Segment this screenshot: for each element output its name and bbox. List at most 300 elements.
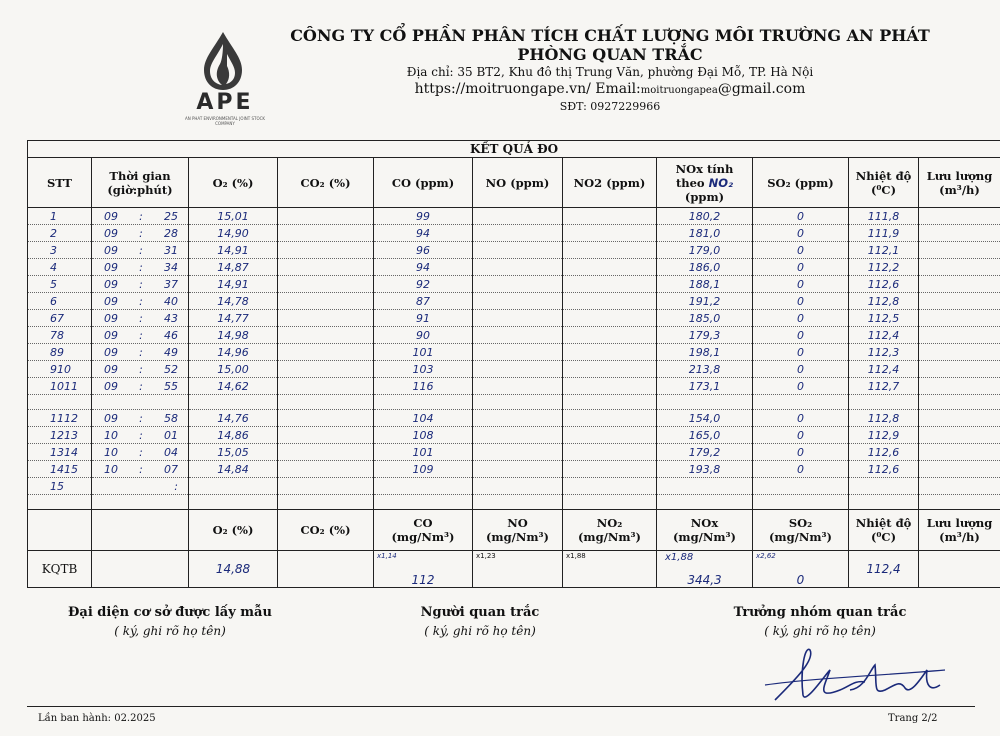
row-minute: 37 [164, 277, 178, 291]
row-co: 92 [374, 276, 473, 293]
row-co2 [278, 495, 374, 510]
table-row [28, 310, 1000, 327]
sum-col-flow-line2: (m³/h) [939, 530, 980, 544]
sampler-title: Đại diện cơ sở được lấy mẫu [68, 605, 272, 620]
table-row [28, 259, 1000, 276]
row-so2: 0 [753, 461, 849, 478]
row-temp: 112,3 [849, 344, 919, 361]
sum-col-so2 [753, 510, 849, 551]
row-o2: 15,01 [189, 208, 278, 225]
sum-col-nox-line2: (mg/Nm³) [672, 530, 736, 544]
row-stt [28, 395, 92, 410]
row-minute: 25 [164, 209, 178, 223]
row-nox: 191,2 [657, 293, 753, 310]
row-o2: 14,91 [189, 242, 278, 259]
col-stt: STT [28, 158, 92, 208]
row-o2: 14,96 [189, 344, 278, 361]
table-title: KẾT QUẢ ĐO [28, 141, 1000, 158]
row-nox: 179,2 [657, 444, 753, 461]
row-hour: 09 [104, 411, 118, 425]
col-temp-line2: (⁰C) [870, 182, 897, 197]
row-temp: 111,9 [849, 225, 919, 242]
row-hour: 09 [104, 277, 118, 291]
row-o2: 14,78 [189, 293, 278, 310]
table-row [28, 293, 1000, 310]
company-logo [182, 30, 268, 125]
table-row [28, 378, 1000, 395]
handwritten-signature [755, 640, 955, 715]
col-flow-line1: Lưu lượng [926, 168, 993, 183]
row-nox: 188,1 [657, 276, 753, 293]
row-co2 [278, 444, 374, 461]
row-so2: 0 [753, 344, 849, 361]
row-temp: 112,2 [849, 259, 919, 276]
row-no [473, 310, 563, 327]
row-no2 [563, 293, 657, 310]
row-nox [657, 478, 753, 495]
row-time [92, 478, 189, 495]
row-nox: 165,0 [657, 427, 753, 444]
row-co2 [278, 242, 374, 259]
row-flow [919, 410, 1000, 427]
row-nox: 180,2 [657, 208, 753, 225]
row-flow [919, 395, 1000, 410]
row-minute: 46 [164, 328, 178, 342]
row-no [473, 259, 563, 276]
row-flow [919, 378, 1000, 395]
row-co2 [278, 378, 374, 395]
col-nox-line1: NOx tính [675, 161, 734, 176]
row-temp: 112,9 [849, 427, 919, 444]
row-time-sep: : [139, 243, 143, 257]
row-no2 [563, 276, 657, 293]
table-row [28, 410, 1000, 427]
summary-so2-cell [753, 551, 849, 588]
row-no [473, 293, 563, 310]
col-no: NO (ppm) [473, 158, 563, 208]
row-so2: 0 [753, 410, 849, 427]
row-no2 [563, 225, 657, 242]
row-minute: 34 [164, 260, 178, 274]
row-flow [919, 310, 1000, 327]
row-time [92, 310, 189, 327]
row-minute: 28 [164, 226, 178, 240]
sum-col-blank [28, 510, 92, 551]
row-hour: 10 [104, 462, 118, 476]
row-temp: 112,5 [849, 310, 919, 327]
sum-col-no [473, 510, 563, 551]
row-no2 [563, 361, 657, 378]
row-minute: 43 [164, 311, 178, 325]
row-time [92, 208, 189, 225]
row-no2 [563, 461, 657, 478]
row-flow [919, 293, 1000, 310]
row-nox [657, 395, 753, 410]
row-so2: 0 [753, 208, 849, 225]
row-so2: 0 [753, 276, 849, 293]
summary-co: 112 [411, 573, 435, 587]
row-co: 94 [374, 225, 473, 242]
col-co: CO (ppm) [374, 158, 473, 208]
row-temp: 112,6 [849, 444, 919, 461]
row-minute: 31 [164, 243, 178, 257]
row-time-sep: : [139, 209, 143, 223]
row-co: 101 [374, 444, 473, 461]
table-row [28, 361, 1000, 378]
row-stt: 1213 [28, 427, 92, 444]
row-time-sep: : [139, 411, 143, 425]
row-no2 [563, 259, 657, 276]
row-time-sep: : [139, 362, 143, 376]
row-hour: 09 [104, 362, 118, 376]
row-nox: 179,3 [657, 327, 753, 344]
sampler-signature-block [40, 605, 300, 638]
row-temp [849, 495, 919, 510]
company-name: CÔNG TY CỔ PHẦN PHÂN TÍCH CHẤT LƯỢNG MÔI TRƯỜNG AN PHÁT [290, 26, 930, 45]
row-flow [919, 461, 1000, 478]
row-o2: 14,98 [189, 327, 278, 344]
row-co2 [278, 208, 374, 225]
table-row [28, 242, 1000, 259]
row-co2 [278, 361, 374, 378]
row-stt: 1011 [28, 378, 92, 395]
row-stt: 1314 [28, 444, 92, 461]
table-row [28, 208, 1000, 225]
sum-col-co [374, 510, 473, 551]
row-time [92, 242, 189, 259]
row-nox [657, 495, 753, 510]
row-so2 [753, 495, 849, 510]
row-o2: 14,84 [189, 461, 278, 478]
col-so2: SO₂ (ppm) [753, 158, 849, 208]
summary-co2 [278, 551, 374, 588]
row-time-sep: : [139, 345, 143, 359]
row-co: 103 [374, 361, 473, 378]
observer-title: Người quan trắc [420, 605, 540, 620]
summary-no-factor: x1,23 [476, 552, 496, 560]
row-no2 [563, 444, 657, 461]
summary-temp: 112,4 [849, 551, 919, 588]
row-nox: 181,0 [657, 225, 753, 242]
row-so2: 0 [753, 427, 849, 444]
row-time-sep: : [139, 294, 143, 308]
row-time [92, 444, 189, 461]
summary-nox: 344,3 [687, 573, 722, 587]
row-stt: 1 [28, 208, 92, 225]
summary-no2-factor: x1,88 [566, 552, 586, 560]
table-row [28, 461, 1000, 478]
col-flow [919, 158, 1000, 208]
row-time [92, 259, 189, 276]
row-co2 [278, 276, 374, 293]
row-co2 [278, 478, 374, 495]
row-co: 109 [374, 461, 473, 478]
row-o2: 14,91 [189, 276, 278, 293]
row-nox: 193,8 [657, 461, 753, 478]
website-link[interactable]: https://moitruongape.vn/ Email: [414, 81, 641, 97]
row-co2 [278, 344, 374, 361]
sum-col-flow [919, 510, 1000, 551]
row-o2: 15,05 [189, 444, 278, 461]
row-time [92, 293, 189, 310]
row-co2 [278, 461, 374, 478]
row-no2 [563, 208, 657, 225]
row-flow [919, 242, 1000, 259]
col-flow-line2: (m³/h) [939, 182, 980, 197]
row-hour: 09 [104, 260, 118, 274]
row-o2: 14,87 [189, 259, 278, 276]
row-no [473, 361, 563, 378]
row-hour: 09 [104, 328, 118, 342]
observer-signature-block [350, 605, 610, 638]
row-co2 [278, 395, 374, 410]
row-minute: : [174, 479, 178, 493]
row-so2: 0 [753, 361, 849, 378]
row-co [374, 395, 473, 410]
row-no [473, 478, 563, 495]
row-minute: 58 [164, 411, 178, 425]
page-number: Trang 2/2 [888, 713, 938, 724]
summary-so2-factor: x2,62 [756, 552, 776, 560]
row-nox: 198,1 [657, 344, 753, 361]
observer-subtitle: ( ký, ghi rõ họ tên) [424, 624, 536, 638]
row-o2 [189, 478, 278, 495]
row-no [473, 344, 563, 361]
footer-divider [27, 706, 975, 707]
row-hour: 09 [104, 209, 118, 223]
row-time-sep: : [139, 328, 143, 342]
sum-col-temp [849, 510, 919, 551]
row-o2 [189, 495, 278, 510]
row-co2 [278, 310, 374, 327]
row-hour: 10 [104, 445, 118, 459]
col-nox-line2 [657, 176, 752, 190]
row-time-sep: : [139, 260, 143, 274]
row-time-sep: : [139, 311, 143, 325]
sum-col-so2-line2: (mg/Nm³) [768, 530, 832, 544]
results-table [27, 140, 1000, 588]
department-name: PHÒNG QUAN TRẮC [517, 45, 703, 64]
sum-col-temp-line2: (⁰C) [870, 530, 897, 544]
row-co2 [278, 293, 374, 310]
row-hour: 09 [104, 345, 118, 359]
row-time [92, 427, 189, 444]
row-o2: 14,90 [189, 225, 278, 242]
row-temp: 112,7 [849, 378, 919, 395]
row-o2: 14,77 [189, 310, 278, 327]
table-row [28, 327, 1000, 344]
row-co: 94 [374, 259, 473, 276]
row-stt: 15 [28, 478, 92, 495]
row-time [92, 378, 189, 395]
row-so2 [753, 395, 849, 410]
row-o2: 14,86 [189, 427, 278, 444]
row-stt: 910 [28, 361, 92, 378]
row-nox: 186,0 [657, 259, 753, 276]
summary-label: KQTB [28, 551, 92, 588]
row-no2 [563, 478, 657, 495]
row-so2: 0 [753, 327, 849, 344]
row-no [473, 410, 563, 427]
sampler-subtitle: ( ký, ghi rõ họ tên) [114, 624, 226, 638]
summary-nox-factor: x1,88 [665, 552, 694, 563]
row-time-sep: : [139, 428, 143, 442]
row-flow [919, 225, 1000, 242]
row-flow [919, 495, 1000, 510]
row-so2 [753, 478, 849, 495]
table-row [28, 478, 1000, 495]
table-row [28, 344, 1000, 361]
col-nox [657, 158, 753, 208]
row-flow [919, 259, 1000, 276]
summary-no2-cell [563, 551, 657, 588]
row-stt: 1415 [28, 461, 92, 478]
leader-subtitle: ( ký, ghi rõ họ tên) [764, 624, 876, 638]
row-so2: 0 [753, 225, 849, 242]
row-temp: 111,8 [849, 208, 919, 225]
row-time [92, 361, 189, 378]
row-co: 108 [374, 427, 473, 444]
row-flow [919, 361, 1000, 378]
row-minute: 55 [164, 379, 178, 393]
row-no2 [563, 378, 657, 395]
row-stt: 3 [28, 242, 92, 259]
sum-col-o2: O₂ (%) [189, 510, 278, 551]
row-temp: 112,6 [849, 461, 919, 478]
row-time-sep: : [139, 462, 143, 476]
leader-title: Trưởng nhóm quan trắc [733, 605, 907, 620]
summary-cell-blank [92, 551, 189, 588]
row-no [473, 461, 563, 478]
row-no [473, 444, 563, 461]
row-no [473, 327, 563, 344]
row-stt: 89 [28, 344, 92, 361]
summary-no-cell [473, 551, 563, 588]
row-hour: 09 [104, 226, 118, 240]
row-no2 [563, 395, 657, 410]
row-o2 [189, 395, 278, 410]
row-time-sep: : [139, 277, 143, 291]
summary-flow [919, 551, 1000, 588]
email-user: moitruongapea [640, 85, 718, 96]
sum-col-co-line1: CO [413, 516, 433, 530]
row-no2 [563, 327, 657, 344]
sum-col-co2: CO₂ (%) [278, 510, 374, 551]
issue-version: Lần ban hành: 02.2025 [38, 713, 156, 724]
row-flow [919, 327, 1000, 344]
row-co [374, 495, 473, 510]
sum-col-nox-line1: NOx [690, 516, 719, 530]
row-time [92, 344, 189, 361]
row-minute: 49 [164, 345, 178, 359]
row-stt: 6 [28, 293, 92, 310]
col-temp [849, 158, 919, 208]
row-time [92, 276, 189, 293]
col-nox-line3: (ppm) [684, 189, 725, 204]
col-co2: CO₂ (%) [278, 158, 374, 208]
row-no [473, 242, 563, 259]
row-time-sep: : [139, 445, 143, 459]
row-hour: 10 [104, 428, 118, 442]
row-stt: 2 [28, 225, 92, 242]
row-minute: 07 [164, 462, 178, 476]
row-time [92, 410, 189, 427]
summary-nox-cell [657, 551, 753, 588]
row-so2: 0 [753, 310, 849, 327]
row-so2: 0 [753, 259, 849, 276]
sum-col-blank [92, 510, 189, 551]
row-minute: 40 [164, 294, 178, 308]
row-co: 116 [374, 378, 473, 395]
row-no2 [563, 427, 657, 444]
row-flow [919, 208, 1000, 225]
row-co: 101 [374, 344, 473, 361]
col-temp-line1: Nhiệt độ [855, 168, 912, 183]
summary-co-factor: x1,14 [377, 552, 397, 560]
row-hour: 09 [104, 311, 118, 325]
row-flow [919, 427, 1000, 444]
col-time: Thời gian (giờ:phút) [92, 158, 189, 208]
row-no [473, 378, 563, 395]
logo-subtext: AN PHAT ENVIRONMENTAL JOINT STOCK COMPANY [184, 116, 266, 126]
row-flow [919, 444, 1000, 461]
row-stt: 5 [28, 276, 92, 293]
row-time-sep: : [139, 379, 143, 393]
row-time-sep: : [139, 226, 143, 240]
table-row [28, 225, 1000, 242]
row-flow [919, 344, 1000, 361]
row-no2 [563, 242, 657, 259]
summary-so2: 0 [796, 573, 805, 587]
sum-col-no-line2: (mg/Nm³) [485, 530, 549, 544]
row-co2 [278, 259, 374, 276]
row-nox: 179,0 [657, 242, 753, 259]
row-co2 [278, 225, 374, 242]
row-co2 [278, 410, 374, 427]
row-co: 90 [374, 327, 473, 344]
row-so2: 0 [753, 293, 849, 310]
measurement-rows [28, 208, 1000, 510]
row-hour: 09 [104, 243, 118, 257]
row-no [473, 225, 563, 242]
table-row [28, 495, 1000, 510]
row-no2 [563, 410, 657, 427]
row-nox: 173,1 [657, 378, 753, 395]
row-co: 99 [374, 208, 473, 225]
row-minute: 52 [164, 362, 178, 376]
sum-col-no-line1: NO [507, 516, 528, 530]
col-o2: O₂ (%) [189, 158, 278, 208]
row-time [92, 461, 189, 478]
row-nox: 213,8 [657, 361, 753, 378]
row-no [473, 495, 563, 510]
row-temp: 112,8 [849, 293, 919, 310]
row-so2: 0 [753, 378, 849, 395]
row-time [92, 495, 189, 510]
logo-text: APE [196, 90, 254, 115]
table-row [28, 395, 1000, 410]
row-temp [849, 478, 919, 495]
sum-col-nox [657, 510, 753, 551]
row-co2 [278, 327, 374, 344]
row-o2: 15,00 [189, 361, 278, 378]
row-co2 [278, 427, 374, 444]
table-row [28, 444, 1000, 461]
contact-line [280, 81, 940, 97]
row-no2 [563, 344, 657, 361]
sum-col-temp-line1: Nhiệt độ [855, 516, 912, 530]
sum-col-no2-line1: NO₂ [596, 516, 623, 530]
